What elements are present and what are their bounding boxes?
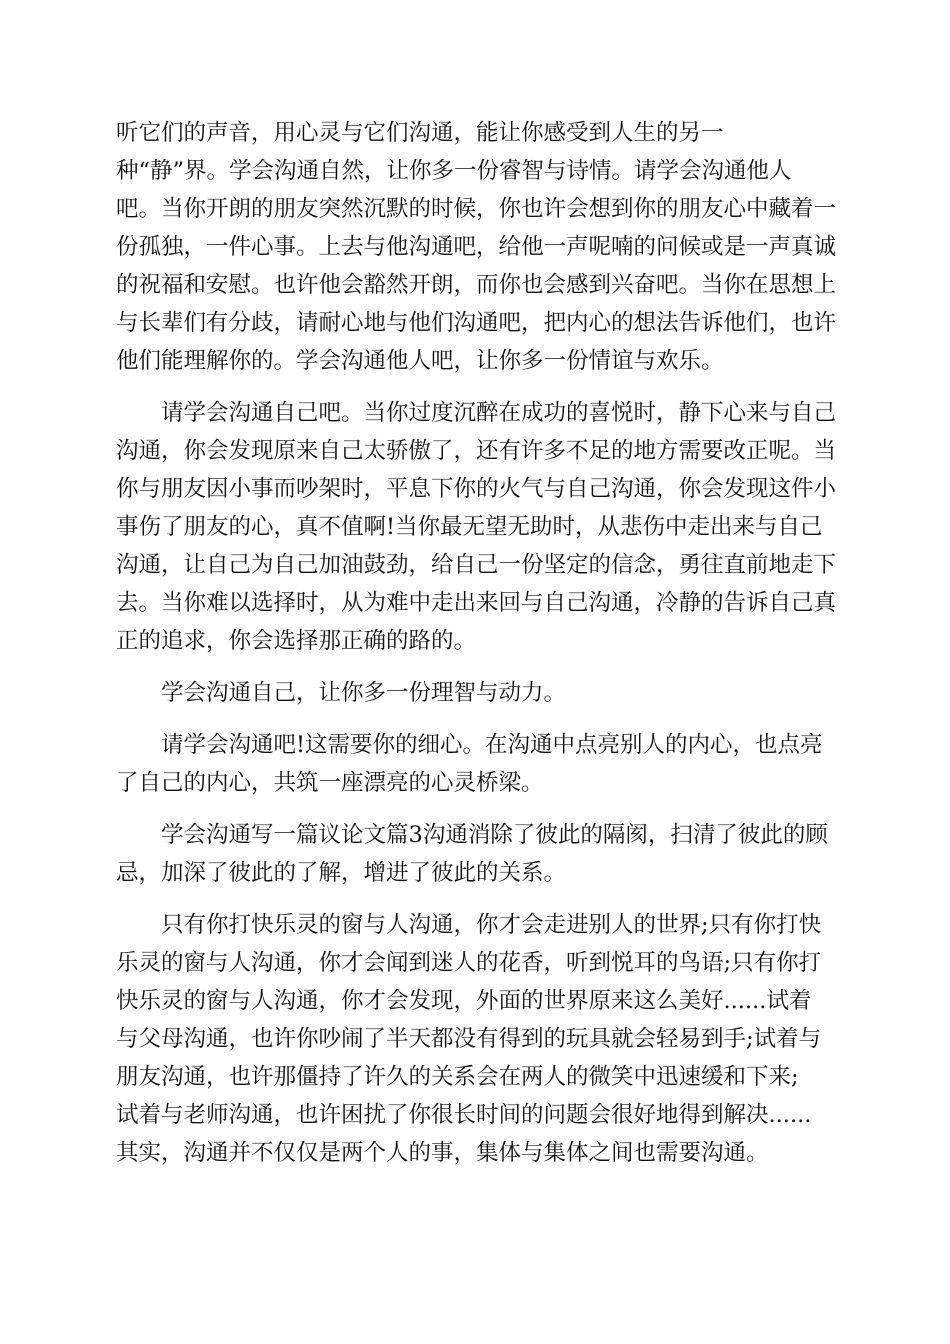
- text-line: 请学会沟通吧!这需要你的细心。在沟通中点亮别人的内心，也点亮: [116, 732, 823, 758]
- text-line: 份孤独，一件心事。上去与他沟通吧，给他一声呢喃的问候或是一声真诚: [116, 234, 837, 260]
- text-line: 种“静”界。学会沟通自然，让你多一份睿智与诗情。请学会沟通他人: [116, 158, 792, 184]
- text-line: 与长辈们有分歧，请耐心地与他们沟通吧，把内心的想法告诉他们，也许: [116, 310, 837, 336]
- text-line: 请学会沟通自己吧。当你过度沉醉在成功的喜悦时，静下心来与自己: [116, 400, 837, 426]
- text-line: 了自己的内心，共筑一座漂亮的心灵桥梁。: [116, 770, 544, 796]
- paragraph-1: [116, 114, 836, 380]
- text-line: 去。当你难以选择时，从为难中走出来回与自己沟通，冷静的告诉自己真: [116, 590, 837, 616]
- text-line: 忌，加深了彼此的了解，增进了彼此的关系。: [116, 860, 567, 886]
- paragraph-2: [116, 394, 836, 660]
- text-line: 与父母沟通，也许你吵闹了半天都没有得到的玩具就会轻易到手;试着与: [116, 1026, 822, 1052]
- paragraph-6: [116, 906, 836, 1172]
- document-body: [116, 114, 836, 1172]
- paragraph-gap: [116, 380, 836, 394]
- paragraph-4: [116, 726, 836, 802]
- paragraph-gap: [116, 892, 836, 906]
- text-line: 乐灵的窗与人沟通，你才会闻到迷人的花香，听到悦耳的鸟语;只有你打: [116, 950, 822, 976]
- text-line: 的祝福和安慰。也许他会豁然开朗，而你也会感到兴奋吧。当你在思想上: [116, 272, 837, 298]
- text-line: 其实，沟通并不仅仅是两个人的事，集体与集体之间也需要沟通。: [116, 1140, 769, 1166]
- text-line: 吧。当你开朗的朋友突然沉默的时候，你也许会想到你的朋友心中藏着一: [116, 196, 837, 222]
- paragraph-gap: [116, 712, 836, 726]
- text-line: 事伤了朋友的心，真不值啊!当你最无望无助时，从悲伤中走出来与自己: [116, 514, 823, 540]
- text-line: 只有你打快乐灵的窗与人沟通，你才会走进别人的世界;只有你打快: [116, 912, 822, 938]
- paragraph-gap: [116, 660, 836, 674]
- text-line: 沟通，让自己为自己加油鼓劲，给自己一份坚定的信念，勇往直前地走下: [116, 552, 837, 578]
- paragraph-3: [116, 674, 836, 712]
- paragraph-gap: [116, 802, 836, 816]
- text-line: 听它们的声音，用心灵与它们沟通，能让你感受到人生的另一: [116, 120, 724, 146]
- text-line: 试着与老师沟通，也许困扰了你很长时间的问题会很好地得到解决......: [116, 1102, 812, 1128]
- text-line: 快乐灵的窗与人沟通，你才会发现，外面的世界原来这么美好......试着: [116, 988, 812, 1014]
- text-line: 学会沟通写一篇议论文篇3沟通消除了彼此的隔阂，扫清了彼此的顾: [116, 822, 828, 848]
- text-line: 学会沟通自己，让你多一份理智与动力。: [116, 680, 567, 706]
- paragraph-5: [116, 816, 836, 892]
- text-line: 沟通，你会发现原来自己太骄傲了，还有许多不足的地方需要改正呢。当: [116, 438, 837, 464]
- text-line: 他们能理解你的。学会沟通他人吧，让你多一份情谊与欢乐。: [116, 348, 724, 374]
- text-line: 正的追求，你会选择那正确的路的。: [116, 628, 477, 654]
- text-line: 你与朋友因小事而吵架时，平息下你的火气与自己沟通，你会发现这件小: [116, 476, 837, 502]
- text-line: 朋友沟通，也许那僵持了许久的关系会在两人的微笑中迅速缓和下来;: [116, 1064, 799, 1090]
